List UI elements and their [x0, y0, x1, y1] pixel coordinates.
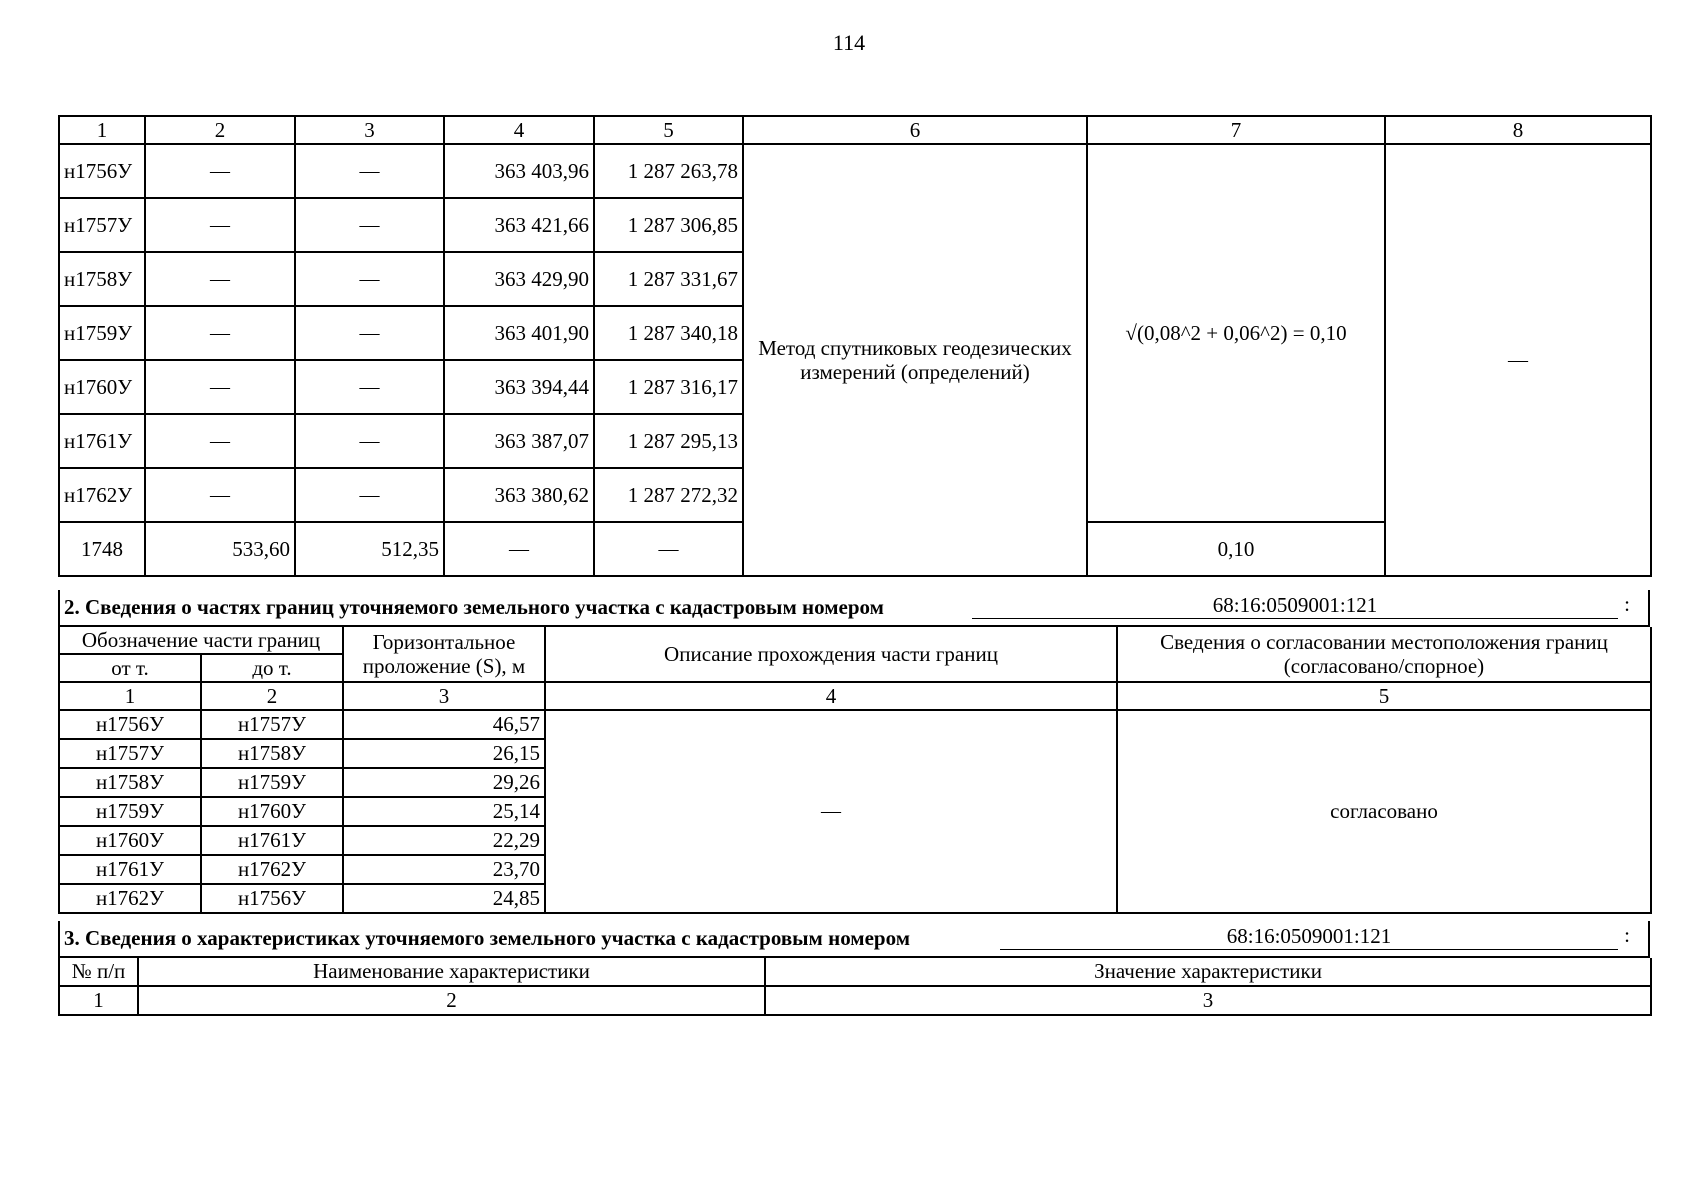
point-name: н1762У [59, 468, 145, 522]
distance: 23,70 [343, 855, 545, 884]
cell-dash: — [295, 306, 444, 360]
from-header: от т. [59, 654, 201, 682]
cell-dash: — [145, 468, 295, 522]
method-cell: Метод спутниковых геодезических измерений (определений) [743, 144, 1087, 576]
col-num: 5 [1117, 682, 1651, 710]
coord-x: 363 429,90 [444, 252, 594, 306]
coord-x: 363 401,90 [444, 306, 594, 360]
header-row [59, 682, 1651, 710]
coord-x: 363 421,66 [444, 198, 594, 252]
cell-dash: — [295, 198, 444, 252]
to-point: н1761У [201, 826, 343, 855]
from-point: н1756У [59, 710, 201, 739]
distance: 24,85 [343, 884, 545, 913]
agreement-header: Сведения о согласовании местоположения границ (согласовано/спорное) [1117, 627, 1651, 682]
col-header: 8 [1385, 116, 1651, 144]
boundary-parts-table [58, 627, 1652, 914]
col-header: 2 [145, 116, 295, 144]
col-header: 6 [743, 116, 1087, 144]
from-point: н1759У [59, 797, 201, 826]
cell-dash: — [444, 522, 594, 576]
to-point: н1760У [201, 797, 343, 826]
from-point: н1762У [59, 884, 201, 913]
coord-y: 1 287 331,67 [594, 252, 743, 306]
distance: 22,29 [343, 826, 545, 855]
to-point: н1759У [201, 768, 343, 797]
header-row [59, 986, 1651, 1015]
cell-dash: — [145, 306, 295, 360]
cell-dash: — [145, 360, 295, 414]
agreement-value: согласовано [1117, 710, 1651, 913]
col-header: 1 [59, 116, 145, 144]
name-header: Наименование характеристики [138, 958, 765, 986]
col-header: 7 [1087, 116, 1385, 144]
section2-colon: : [1624, 592, 1630, 616]
col-num: 2 [138, 986, 765, 1015]
coord-y: 1 287 316,17 [594, 360, 743, 414]
cell-value: 533,60 [145, 522, 295, 576]
point-name: н1759У [59, 306, 145, 360]
col-num: 1 [59, 682, 201, 710]
coord-y: 1 287 340,18 [594, 306, 743, 360]
distance: 25,14 [343, 797, 545, 826]
col8-cell: — [1385, 144, 1651, 576]
description-header: Описание прохождения части границ [545, 627, 1117, 682]
from-point: н1757У [59, 739, 201, 768]
distance: 46,57 [343, 710, 545, 739]
point-name: 1748 [59, 522, 145, 576]
section3-colon: : [1624, 923, 1630, 947]
accuracy-value: 0,10 [1087, 522, 1385, 576]
coord-y: 1 287 263,78 [594, 144, 743, 198]
col-num: 3 [343, 682, 545, 710]
cell-value: 512,35 [295, 522, 444, 576]
characteristics-table [58, 958, 1652, 1016]
to-point: н1758У [201, 739, 343, 768]
description-value: — [545, 710, 1117, 913]
to-point: н1757У [201, 710, 343, 739]
table-row [59, 710, 1651, 739]
to-point: н1756У [201, 884, 343, 913]
page-number: 114 [832, 30, 866, 55]
coord-x: 363 380,62 [444, 468, 594, 522]
cell-dash: — [295, 144, 444, 198]
horizontal-header: Горизонтальное проложение (S), м [343, 627, 545, 682]
section2-cadastral-number: 68:16:0509001:121 [972, 592, 1618, 619]
section3-title-bar [58, 921, 1650, 958]
part-designation-header: Обозначение части границ [59, 627, 343, 654]
section2-title: 2. Сведения о частях границ уточняемого земельного участка с кадастровым номером [64, 595, 884, 619]
point-name: н1757У [59, 198, 145, 252]
cell-dash: — [295, 360, 444, 414]
section3-title: 3. Сведения о характеристиках уточняемого земельного участка с кадастровым номером [64, 926, 911, 950]
from-point: н1760У [59, 826, 201, 855]
cell-dash: — [295, 252, 444, 306]
col-header: 4 [444, 116, 594, 144]
coord-y: 1 287 295,13 [594, 414, 743, 468]
cell-dash: — [145, 144, 295, 198]
cell-dash: — [295, 468, 444, 522]
distance: 29,26 [343, 768, 545, 797]
distance: 26,15 [343, 739, 545, 768]
coord-x: 363 394,44 [444, 360, 594, 414]
cell-dash: — [145, 414, 295, 468]
point-name: н1761У [59, 414, 145, 468]
cell-dash: — [594, 522, 743, 576]
point-name: н1758У [59, 252, 145, 306]
table-row [59, 144, 1651, 198]
header-row [59, 116, 1651, 144]
to-point: н1762У [201, 855, 343, 884]
section2-title-bar [58, 590, 1650, 627]
col-num: 1 [59, 986, 138, 1015]
col-num: 4 [545, 682, 1117, 710]
col-header: 3 [295, 116, 444, 144]
header-row [59, 627, 1651, 654]
point-name: н1760У [59, 360, 145, 414]
header-row [59, 958, 1651, 986]
coord-x: 363 403,96 [444, 144, 594, 198]
to-header: до т. [201, 654, 343, 682]
col-header: 5 [594, 116, 743, 144]
formula-cell: √(0,08^2 + 0,06^2) = 0,10 [1087, 144, 1385, 522]
coord-y: 1 287 272,32 [594, 468, 743, 522]
value-header: Значение характеристики [765, 958, 1651, 986]
coord-y: 1 287 306,85 [594, 198, 743, 252]
col-num: 3 [765, 986, 1651, 1015]
col-num: 2 [201, 682, 343, 710]
cell-dash: — [145, 198, 295, 252]
section3-cadastral-number: 68:16:0509001:121 [1000, 923, 1618, 950]
num-header: № п/п [59, 958, 138, 986]
from-point: н1761У [59, 855, 201, 884]
cell-dash: — [295, 414, 444, 468]
coord-x: 363 387,07 [444, 414, 594, 468]
points-table [58, 115, 1652, 577]
point-name: н1756У [59, 144, 145, 198]
cell-dash: — [145, 252, 295, 306]
from-point: н1758У [59, 768, 201, 797]
